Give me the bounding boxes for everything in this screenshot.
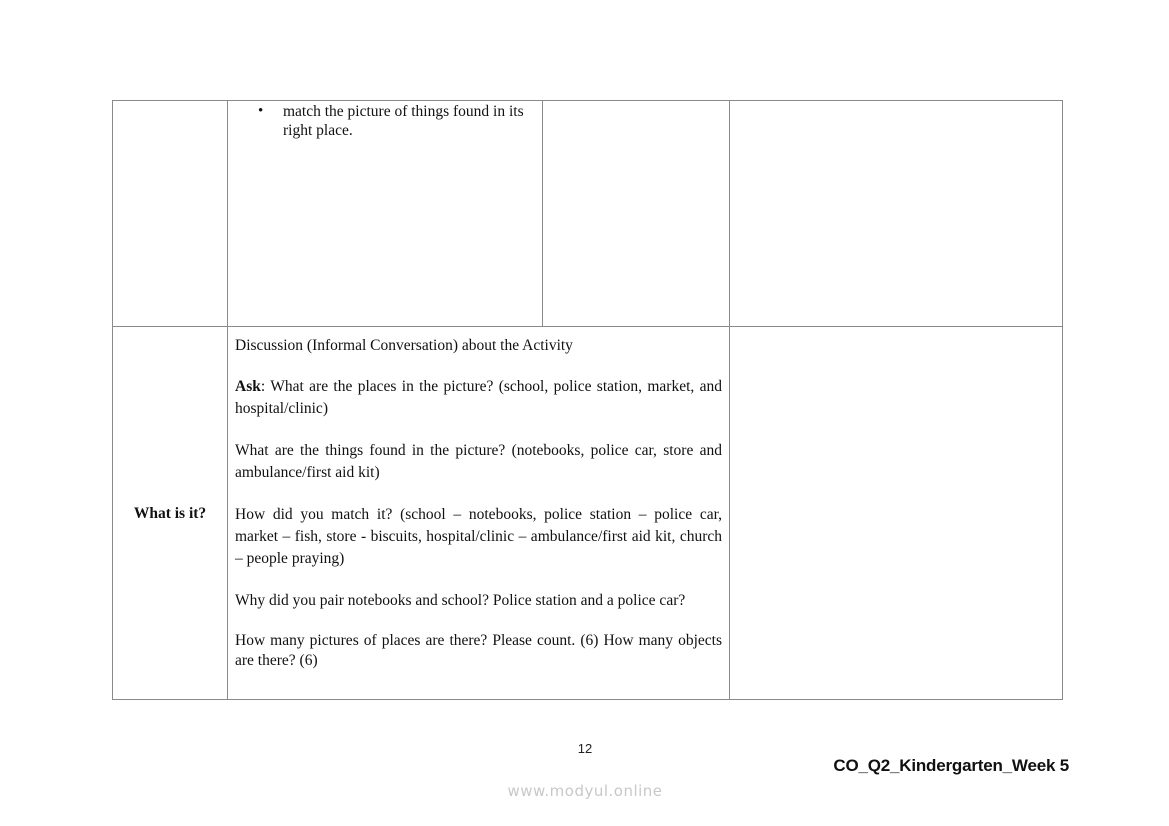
things-question: What are the things found in the picture? (notebooks, police car, store and ambulance/first aid kit) (235, 442, 722, 481)
discussion-heading: Discussion (Informal Conversation) about the Activity (235, 337, 573, 354)
ask-text: : What are the places in the picture? (school, police station, market, and hospital/clinic) (235, 378, 722, 417)
match-question: How did you match it? (school – notebooks, police station – police car, market – fish, store - biscuits, hospital/clinic – ambulance/first aid kit, church – people praying) (235, 506, 722, 567)
discussion-content (235, 335, 722, 671)
watermark: www.modyul.online (507, 782, 663, 800)
table-divider (112, 326, 1063, 327)
count-question: How many pictures of places are there? Please count. (6) How many objects are there? (6) (235, 632, 722, 669)
document-code: CO_Q2_Kindergarten_Week 5 (833, 756, 1069, 775)
bullet-icon: • (258, 103, 264, 119)
page-number: 12 (577, 741, 593, 756)
section-label: What is it? (133, 504, 207, 522)
table-divider (227, 100, 228, 700)
ask-question (235, 376, 722, 420)
table-divider (729, 100, 730, 700)
ask-label: Ask (235, 378, 261, 395)
objective-bullet (258, 102, 543, 140)
pair-question: Why did you pair notebooks and school? Police station and a police car? (235, 592, 686, 609)
objective-text: match the picture of things found in its right place. (283, 103, 524, 139)
